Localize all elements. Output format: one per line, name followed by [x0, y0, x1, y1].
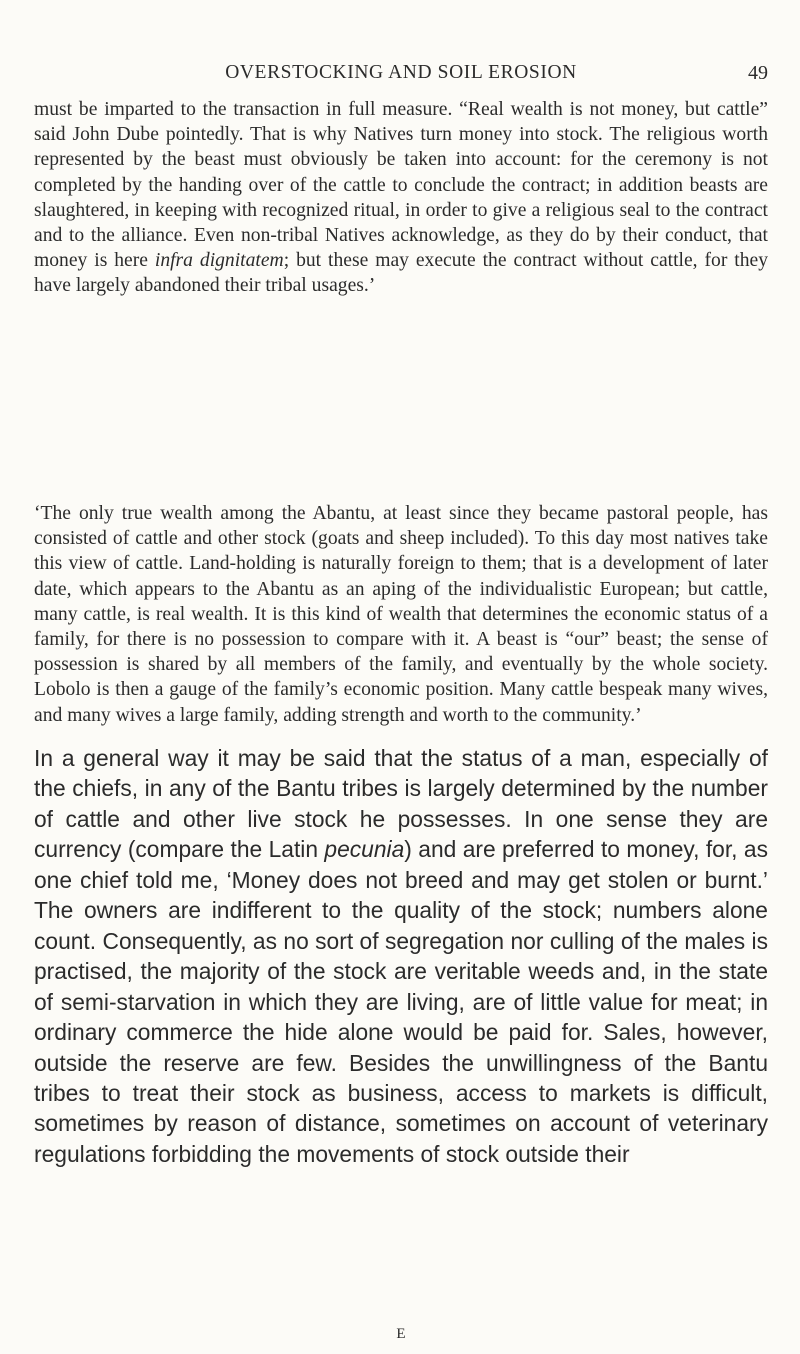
quote-text: must be imparted to the transaction in full measure. “Real wealth is not money, but cattle” said John Dube pointedly. That is why Natives turn money into stock. The religious worth represented by the beast must obviously be taken into account: for the ceremony is not completed by the handing over of the cattle to conclude the contract; in addition beasts are slaughtered, in keeping with recognized ritual, in order to give a religious seal to the contract and to the alliance. Even non-tribal Natives acknowledge, as they do by their conduct, that money is here: [34, 99, 768, 272]
page-number: 49: [748, 62, 768, 84]
signature-mark: E: [396, 1326, 406, 1342]
quoted-paragraph-continuation: [34, 97, 768, 299]
latin-phrase: infra dignitatem: [154, 250, 284, 272]
body-text: ) and are preferred to money, for, as one chief told me, ‘Money does not breed and may get stolen or burnt.’ The owners are indifferent to the quality of the stock; numbers alone count. Consequently, as no sort of segregation nor culling of the males is practised, the majority of the stock are veritable weeds and, in the state of semi-starvation in which they are living, are of little value for meat; in ordinary commerce the hide alone would be paid for. Sales, however, outside the reserve are few. Besides the unwillingness of the Bantu tribes to treat their stock as business, access to markets is difficult, sometimes by reason of distance, sometimes on account of veterinary regulations forbidding the movements of stock outside their: [34, 836, 768, 1167]
page-header: [34, 58, 768, 88]
body-paragraph: [34, 743, 768, 1169]
quoted-paragraph: ‘The only true wealth among the Abantu, at least since they became pastoral people, has consisted of cattle and other stock (goats and sheep included). To this day most natives take this view of cattle. Land-holding is naturally foreign to them; that is a development of later date, which appears to the Abantu as an aping of the individualistic European; but cattle, many cattle, is real wealth. It is this kind of wealth that determines the economic status of a family, for there is no possession to compare with it. A beast is “our” beast; the sense of possession is shared by all members of the family, and eventually by the whole society. Lobolo is then a gauge of the family’s economic position. Many cattle bespeak many wives, and many wives a large family, adding strength and worth to the community.’: [34, 503, 768, 726]
running-head: OVERSTOCKING AND SOIL EROSION: [225, 62, 577, 83]
latin-word: pecunia: [324, 836, 405, 863]
body-text: In a general way it may be said that the status of a man, especially of the chiefs, in any of the Bantu tribes is largely determined by the number of cattle and other live stock he possesses. In one sense they are currency (compare the Latin: [34, 745, 768, 863]
quote-text: ; but these may execute the contract without cattle, for they have largely abandoned their tribal usages.’: [34, 250, 768, 297]
